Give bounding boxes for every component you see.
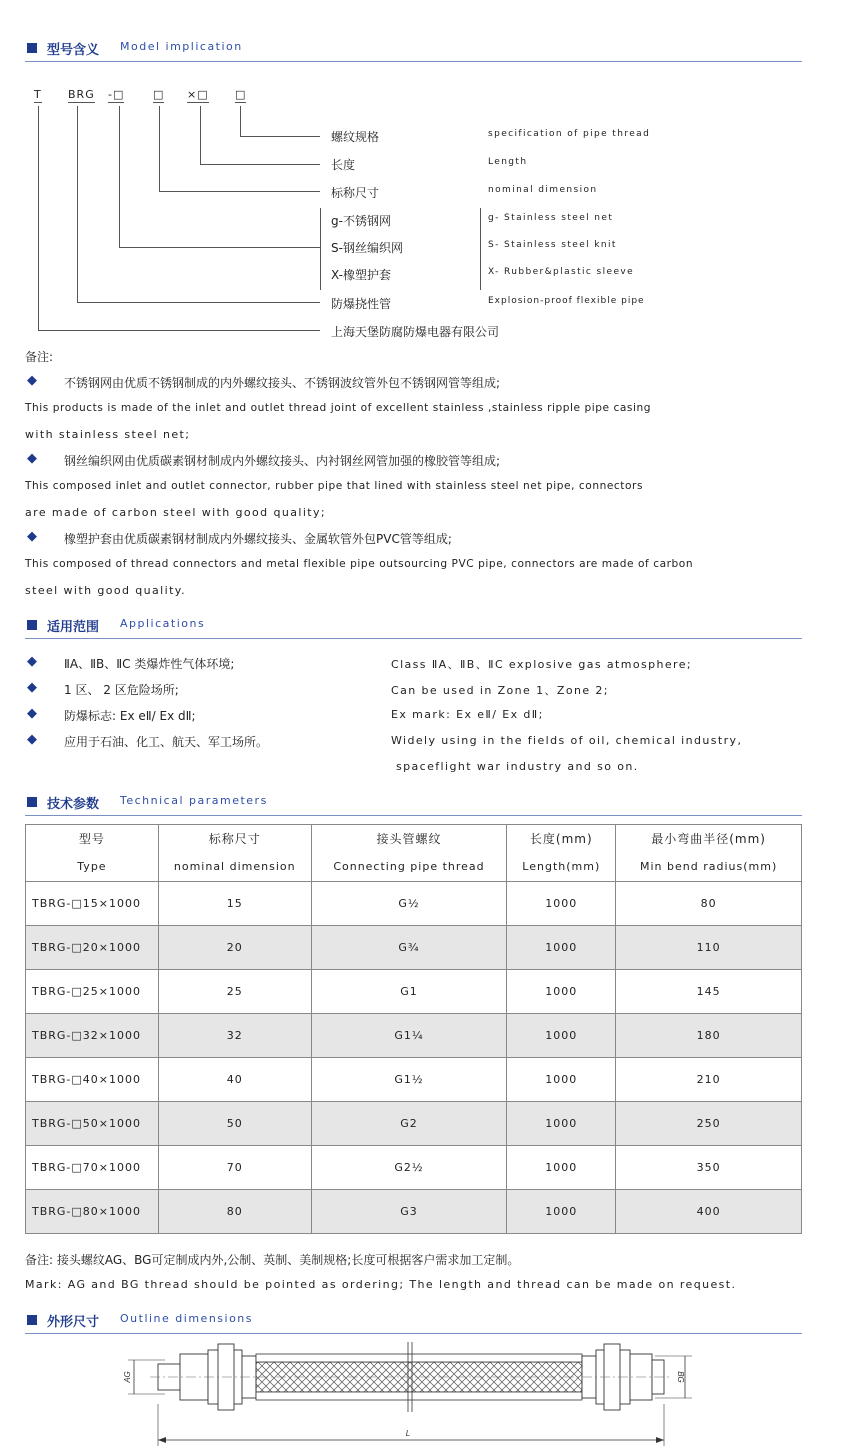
column-header: 接头管螺纹 Connecting pipe thread xyxy=(311,825,507,882)
bullet-diamond-icon: ◆ xyxy=(27,654,37,669)
application-en: Can be used in Zone 1、Zone 2; xyxy=(391,684,609,697)
table-cell: G¾ xyxy=(311,926,507,970)
table-cell: TBRG-□20×1000 xyxy=(26,926,159,970)
label-cn-thread: 螺纹规格 xyxy=(331,130,380,144)
table-cell: 1000 xyxy=(507,970,616,1014)
table-cell: TBRG-□15×1000 xyxy=(26,882,159,926)
leader-line xyxy=(77,106,78,302)
application-en-continued: spaceflight war industry and so on. xyxy=(396,760,639,773)
table-cell: TBRG-□32×1000 xyxy=(26,1014,159,1058)
table-header-row xyxy=(26,825,802,882)
table-cell: 350 xyxy=(616,1146,802,1190)
table-row xyxy=(26,882,802,926)
table-cell: TBRG-□80×1000 xyxy=(26,1190,159,1234)
label-en-length: Length xyxy=(488,157,528,167)
table-cell: 50 xyxy=(158,1102,311,1146)
leader-line xyxy=(119,106,120,247)
section-header-applications xyxy=(25,614,802,639)
table-cell: 400 xyxy=(616,1190,802,1234)
label-en-thread: specification of pipe thread xyxy=(488,129,651,139)
table-row xyxy=(26,1190,802,1234)
table-cell: 80 xyxy=(158,1190,311,1234)
table-cell: 1000 xyxy=(507,1190,616,1234)
table-cell: G1¼ xyxy=(311,1014,507,1058)
label-cn-g: g-不锈钢网 xyxy=(331,214,391,228)
section-header-outline xyxy=(25,1309,802,1334)
section-square-icon xyxy=(27,620,37,630)
label-en-size: nominal dimension xyxy=(488,185,598,195)
note-cn: 钢丝编织网由优质碳素钢材制成内外螺纹接头、内衬钢丝网管加强的橡胶管等组成; xyxy=(64,454,501,468)
code-brg: BRG xyxy=(68,88,95,101)
table-cell: 70 xyxy=(158,1146,311,1190)
l-label: L xyxy=(405,1429,411,1438)
section-title-en: Technical parameters xyxy=(120,794,268,807)
bracket-line xyxy=(480,208,481,290)
label-cn-s: S-钢丝编织网 xyxy=(331,241,403,255)
section-title-en: Applications xyxy=(120,617,206,630)
table-row xyxy=(26,926,802,970)
table-cell: 250 xyxy=(616,1102,802,1146)
remark-cn: 备注: 接头螺纹AG、BG可定制成内外,公制、英制、美制规格;长度可根据客户需求加工定制。 xyxy=(25,1253,520,1267)
table-row xyxy=(26,1014,802,1058)
table-cell: 1000 xyxy=(507,1102,616,1146)
table-cell: 1000 xyxy=(507,1058,616,1102)
section-title-cn: 外形尺寸 xyxy=(47,1315,100,1330)
bullet-diamond-icon: ◆ xyxy=(27,680,37,695)
code-thread: □ xyxy=(235,88,247,101)
section-square-icon xyxy=(27,797,37,807)
note-en: with stainless steel net; xyxy=(25,428,191,441)
leader-line xyxy=(200,164,320,165)
table-cell: G3 xyxy=(311,1190,507,1234)
section-title-cn: 适用范围 xyxy=(47,620,100,635)
application-en: Widely using in the fields of oil, chemical industry, xyxy=(391,734,743,747)
application-cn: 1 区、 2 区危险场所; xyxy=(64,683,179,697)
application-cn: 防爆标志: Ex eⅡ/ Ex dⅡ; xyxy=(64,709,196,723)
column-header: 长度(mm) Length(mm) xyxy=(507,825,616,882)
table-row xyxy=(26,1102,802,1146)
label-en-g: g- Stainless steel net xyxy=(488,213,614,223)
bullet-diamond-icon: ◆ xyxy=(27,529,37,544)
table-cell: 1000 xyxy=(507,926,616,970)
table-row xyxy=(26,970,802,1014)
ag-label: AG xyxy=(123,1371,132,1383)
table-row xyxy=(26,1058,802,1102)
table-cell: 20 xyxy=(158,926,311,970)
leader-line xyxy=(159,106,160,191)
leader-line xyxy=(159,191,320,192)
section-title-en: Outline dimensions xyxy=(120,1312,254,1325)
note-en: steel with good quality. xyxy=(25,584,187,597)
note-en: This composed inlet and outlet connector, rubber pipe that lined with stainless steel net pipe, connectors xyxy=(25,480,644,492)
table-cell: G½ xyxy=(311,882,507,926)
table-cell: G1½ xyxy=(311,1058,507,1102)
leader-line xyxy=(200,106,201,164)
section-header-model xyxy=(25,37,802,62)
label-cn-size: 标称尺寸 xyxy=(331,186,380,200)
leader-line xyxy=(77,302,320,303)
note-cn: 橡塑护套由优质碳素钢材制成内外螺纹接头、金属软管外包PVC管等组成; xyxy=(64,532,452,546)
column-header: 标称尺寸 nominal dimension xyxy=(158,825,311,882)
label-cn-product: 防爆挠性管 xyxy=(331,297,392,311)
table-cell: 80 xyxy=(616,882,802,926)
note-en: are made of carbon steel with good quality; xyxy=(25,506,327,519)
leader-line xyxy=(38,330,320,331)
column-header: 型号 Type xyxy=(26,825,159,882)
table-cell: G2½ xyxy=(311,1146,507,1190)
note-cn: 不锈钢网由优质不锈钢制成的内外螺纹接头、不锈钢波纹管外包不锈钢网管等组成; xyxy=(64,376,501,390)
note-en: This composed of thread connectors and metal flexible pipe outsourcing PVC pipe, connectors are made of carbon xyxy=(25,558,694,570)
code-size: □ xyxy=(153,88,165,101)
label-en-s: S- Stainless steel knit xyxy=(488,240,617,250)
table-cell: TBRG-□50×1000 xyxy=(26,1102,159,1146)
bullet-diamond-icon: ◆ xyxy=(27,706,37,721)
table-cell: 32 xyxy=(158,1014,311,1058)
table-cell: 210 xyxy=(616,1058,802,1102)
leader-line xyxy=(240,106,241,136)
note-en: This products is made of the inlet and outlet thread joint of excellent stainless ,stainless ripple pipe casing xyxy=(25,402,652,414)
section-title-cn: 技术参数 xyxy=(47,797,100,812)
table-cell: G2 xyxy=(311,1102,507,1146)
table-cell: 1000 xyxy=(507,882,616,926)
application-cn: 应用于石油、化工、航天、军工场所。 xyxy=(64,735,269,749)
table-cell: TBRG-□40×1000 xyxy=(26,1058,159,1102)
bullet-diamond-icon: ◆ xyxy=(27,373,37,388)
label-en-x: X- Rubber&plastic sleeve xyxy=(488,267,635,277)
code-material: -□ xyxy=(108,88,125,101)
table-cell: 25 xyxy=(158,970,311,1014)
table-cell: 110 xyxy=(616,926,802,970)
column-header: 最小弯曲半径(mm) Min bend radius(mm) xyxy=(616,825,802,882)
bullet-diamond-icon: ◆ xyxy=(27,451,37,466)
table-cell: G1 xyxy=(311,970,507,1014)
table-cell: TBRG-□70×1000 xyxy=(26,1146,159,1190)
section-title-cn: 型号含义 xyxy=(47,43,100,58)
parameters-table xyxy=(25,824,802,1234)
section-title-en: Model implication xyxy=(120,40,243,53)
application-en: Ex mark: Ex eⅡ/ Ex dⅡ; xyxy=(391,708,544,721)
application-en: Class ⅡA、ⅡB、ⅡC explosive gas atmosphere; xyxy=(391,658,692,671)
table-cell: 1000 xyxy=(507,1014,616,1058)
bg-label: BG xyxy=(676,1371,685,1383)
label-en-product: Explosion-proof flexible pipe xyxy=(488,296,645,306)
code-length: ×□ xyxy=(187,88,209,101)
section-header-technical xyxy=(25,791,802,816)
table-cell: 1000 xyxy=(507,1146,616,1190)
notes-heading: 备注: xyxy=(25,350,54,364)
table-cell: TBRG-□25×1000 xyxy=(26,970,159,1014)
label-cn-company: 上海天堡防腐防爆电器有限公司 xyxy=(331,325,500,339)
section-square-icon xyxy=(27,43,37,53)
section-square-icon xyxy=(27,1315,37,1325)
table-cell: 40 xyxy=(158,1058,311,1102)
leader-line xyxy=(240,136,320,137)
leader-line xyxy=(38,106,39,330)
remark-en: Mark: AG and BG thread should be pointed as ordering; The length and thread can be made on request. xyxy=(25,1278,737,1291)
table-row xyxy=(26,1146,802,1190)
application-cn: ⅡA、ⅡB、ⅡC 类爆炸性气体环境; xyxy=(64,657,235,671)
bracket-line xyxy=(320,208,321,290)
table-cell: 145 xyxy=(616,970,802,1014)
label-cn-length: 长度 xyxy=(331,158,356,172)
table-cell: 15 xyxy=(158,882,311,926)
bullet-diamond-icon: ◆ xyxy=(27,732,37,747)
label-cn-x: X-橡塑护套 xyxy=(331,268,391,282)
table-cell: 180 xyxy=(616,1014,802,1058)
leader-line xyxy=(119,247,320,248)
code-t: T xyxy=(34,88,42,101)
outline-drawing xyxy=(110,1342,710,1448)
